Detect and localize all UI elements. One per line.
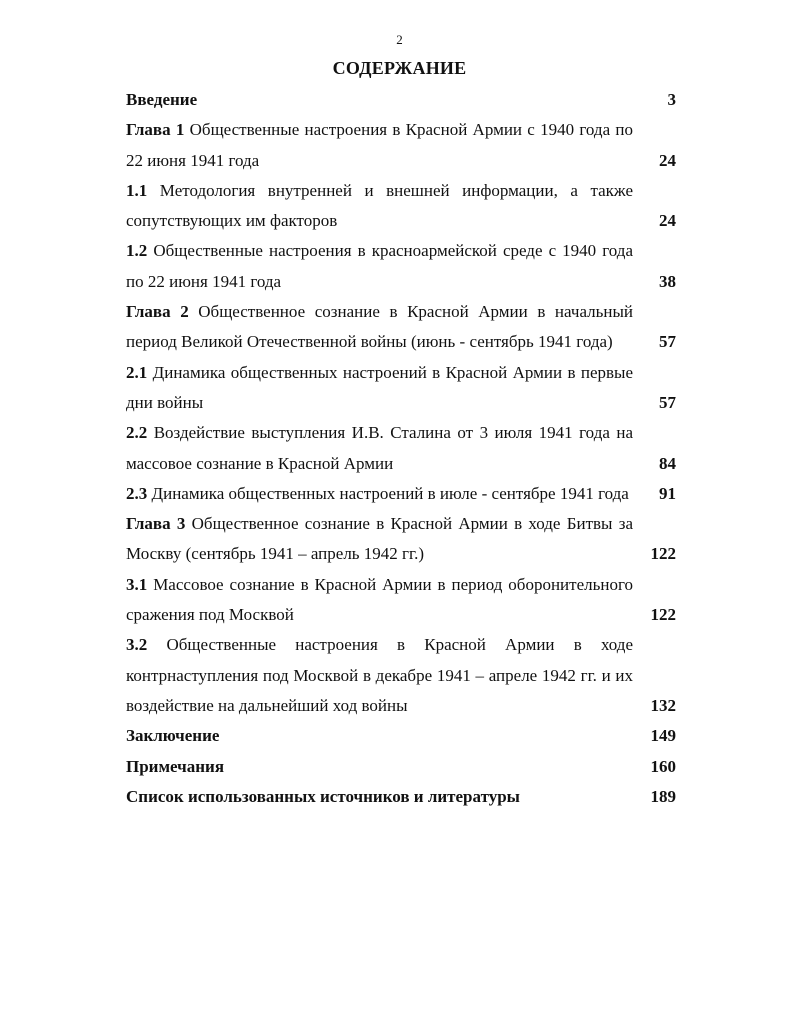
- toc-entry-number: 2.3: [126, 483, 148, 503]
- toc-entry-page: 91: [659, 483, 676, 503]
- toc-entry-title: Воздействие выступления И.В. Сталина от 3 июля 1941 года на массовое сознание в Красной Армии: [126, 423, 633, 473]
- toc-entry-title: Общественное сознание в Красной Армии в ходе Битвы за Москву (сентябрь 1941 – апрель 1942 гг.): [126, 514, 634, 564]
- toc-entry-section-1-2[interactable]: [126, 236, 676, 297]
- toc-entry-label: Заключение: [126, 726, 220, 746]
- page-title: СОДЕРЖАНИЕ: [332, 58, 467, 78]
- toc-entry-number: 1.1: [126, 180, 148, 200]
- toc-entry-section-1-1[interactable]: [126, 176, 676, 237]
- toc-entry-number: Глава 3: [126, 514, 186, 534]
- toc-entry-number: 1.2: [126, 241, 148, 261]
- toc-entry-bibliography[interactable]: [126, 782, 676, 812]
- toc-entry-page: 122: [650, 544, 676, 564]
- toc-entry-title: Массовое сознание в Красной Армии в период оборонительного сражения под Москвой: [126, 574, 633, 625]
- toc-entry-page: 149: [650, 726, 676, 746]
- toc-entry-notes[interactable]: [126, 752, 676, 782]
- toc-entry-title: Общественное сознание в Красной Армии в начальный период Великой Отечественной войны (июнь - сентябрь 1941 года): [126, 302, 633, 352]
- toc-entry-page: 160: [650, 756, 676, 776]
- toc-entry-label: Список использованных источников и литературы: [126, 786, 520, 806]
- toc-entry-page: 24: [659, 150, 676, 170]
- toc-entry-chapter-1[interactable]: [126, 115, 676, 176]
- toc-entry-page: 57: [659, 392, 676, 412]
- toc-entry-page: 3: [667, 90, 676, 109]
- toc-entry-number: 3.2: [126, 635, 148, 655]
- toc-entry-title: Динамика общественных настроений в июле - сентябре 1941 года: [151, 483, 629, 503]
- toc-entry-page: 57: [659, 332, 676, 352]
- toc-entry-page: 189: [650, 786, 676, 806]
- toc-entry-conclusion[interactable]: [126, 721, 676, 751]
- toc-entry-page: 24: [659, 211, 676, 231]
- toc-entry-section-3-1[interactable]: [126, 570, 676, 631]
- toc-entry-number: 2.1: [126, 362, 148, 382]
- toc-entry-number: 3.1: [126, 574, 148, 594]
- toc-entry-number: 2.2: [126, 423, 148, 443]
- toc-entry-title: Общественные настроения в красноармейской среде с 1940 года по 22 июня 1941 года: [126, 241, 633, 291]
- toc-entry-page: 122: [650, 605, 676, 625]
- toc-entry-section-2-3[interactable]: [126, 479, 676, 509]
- toc-entry-title: Динамика общественных настроений в Красной Армии в первые дни войны: [126, 362, 633, 412]
- toc-entry-page: 38: [659, 271, 676, 291]
- toc-entry-section-2-2[interactable]: [126, 418, 676, 479]
- toc-entry-title: Общественные настроения в Красной Армии с 1940 года по 22 июня 1941 года: [126, 120, 633, 170]
- toc-entry-title: Общественные настроения в Красной Армии в ходе контрнаступления под Москвой в декабре 1941 – апреле 1942 гг. и их воздействие на дальнейший ход войны: [126, 635, 634, 715]
- page-number: 2: [396, 32, 403, 47]
- toc-entry-label: Примечания: [126, 756, 225, 776]
- toc-entry-chapter-3[interactable]: [126, 509, 676, 570]
- toc-entry-chapter-2[interactable]: [126, 297, 676, 358]
- toc-entry-section-3-2[interactable]: [126, 630, 676, 721]
- toc-entry-title: Методология внутренней и внешней информации, а также сопутствующих им факторов: [126, 180, 633, 231]
- toc-entry-number: Глава 1: [126, 120, 185, 140]
- toc-entry-introduction[interactable]: [126, 85, 676, 115]
- table-of-contents: [126, 85, 676, 812]
- toc-entry-label: Введение: [126, 90, 198, 109]
- toc-entry-section-2-1[interactable]: [126, 358, 676, 419]
- toc-entry-number: Глава 2: [126, 302, 189, 322]
- toc-entry-page: 84: [659, 453, 676, 473]
- toc-entry-page: 132: [650, 695, 676, 715]
